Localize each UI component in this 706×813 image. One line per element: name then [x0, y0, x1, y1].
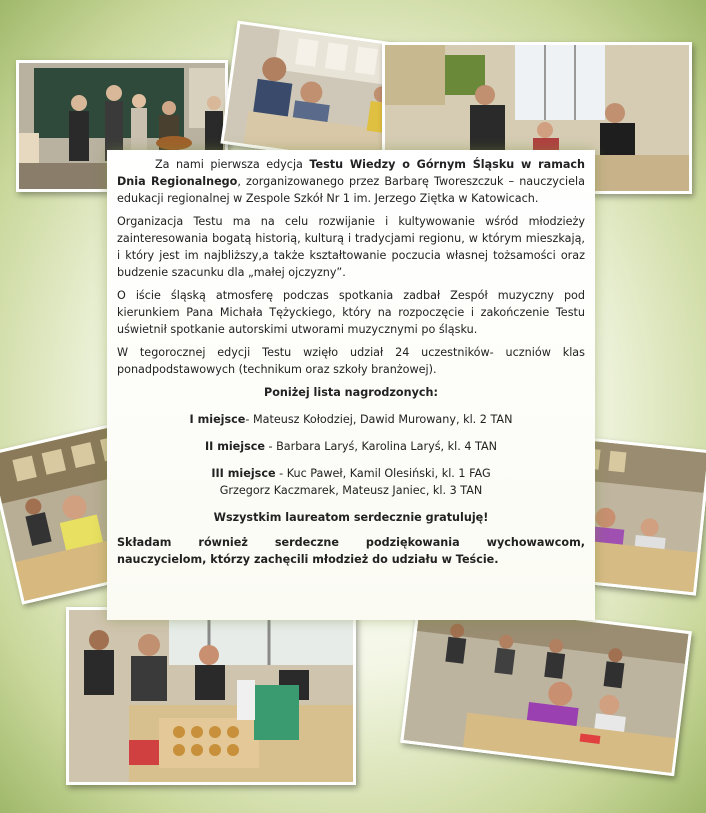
article-purpose: Organizacja Testu ma na celu rozwijanie i kultywowanie wśród młodzieży zainteresowania bogatą historią, kulturą i tradycjami regionu, w którym mieszkają, i który jest im najbliższy,a także kształtowanie poczucia własnej tożsamości oraz budzenie szacunku dla „małej ojczyzny”. [117, 215, 585, 279]
place-3-winners: - Kuc Paweł, Kamil Olesiński, kl. 1 FAG [275, 467, 491, 480]
place-3 [117, 465, 585, 482]
intro-text-start: Za nami pierwsza edycja [155, 158, 310, 171]
intro-event-name: Testu Wiedzy o Górnym Śląsku w ramach Dnia Regionalnego [117, 158, 585, 188]
winners-heading: Poniżej lista nagrodzonych: [264, 386, 438, 399]
place-3-extra: Grzegorz Kaczmarek, Mateusz Janiec, kl. 3 TAN [219, 484, 483, 497]
thanks-note: Składam również serdeczne podziękowania wychowawcom, nauczycielom, którzy zachęcili młodzież do udziału w Teście. [117, 536, 585, 566]
article-participants: W tegorocznej edycji Testu wzięło udział 24 uczestników- uczniów klas ponadpodstawowych (technikum oraz szkoły branżowej). [117, 346, 585, 376]
place-2 [117, 438, 585, 455]
intro-text-end: , zorganizowanego przez Barbarę Tworeszczuk – nauczyciela edukacji regionalnej w Zespole Szkół Nr 1 im. Jerzego Ziętka w Katowicach. [117, 175, 585, 205]
place-2-label: II miejsce [204, 440, 265, 453]
article-music: O iście śląską atmosferę podczas spotkania zadbał Zespół muzyczny pod kierunkiem Pana Michała Tężyckiego, który na rozpoczęcie i zakończenie Testu uświetnił spotkanie autorskimi utworami muzycznymi po śląsku. [117, 289, 585, 336]
article-card [107, 150, 595, 620]
article-intro [117, 156, 585, 207]
photo-students-gifts [66, 607, 356, 785]
place-1-winners: - Mateusz Kołodziej, Dawid Murowany, kl. 2 TAN [245, 413, 513, 426]
place-3-label: III miejsce [211, 467, 276, 480]
place-2-winners: - Barbara Laryś, Karolina Laryś, kl. 4 TAN [264, 440, 498, 453]
place-1-label: I miejsce [189, 413, 246, 426]
congratulations: Wszystkim laureatom serdecznie gratuluję! [213, 511, 489, 524]
place-1 [117, 411, 585, 428]
photo-test-writing [400, 598, 692, 777]
